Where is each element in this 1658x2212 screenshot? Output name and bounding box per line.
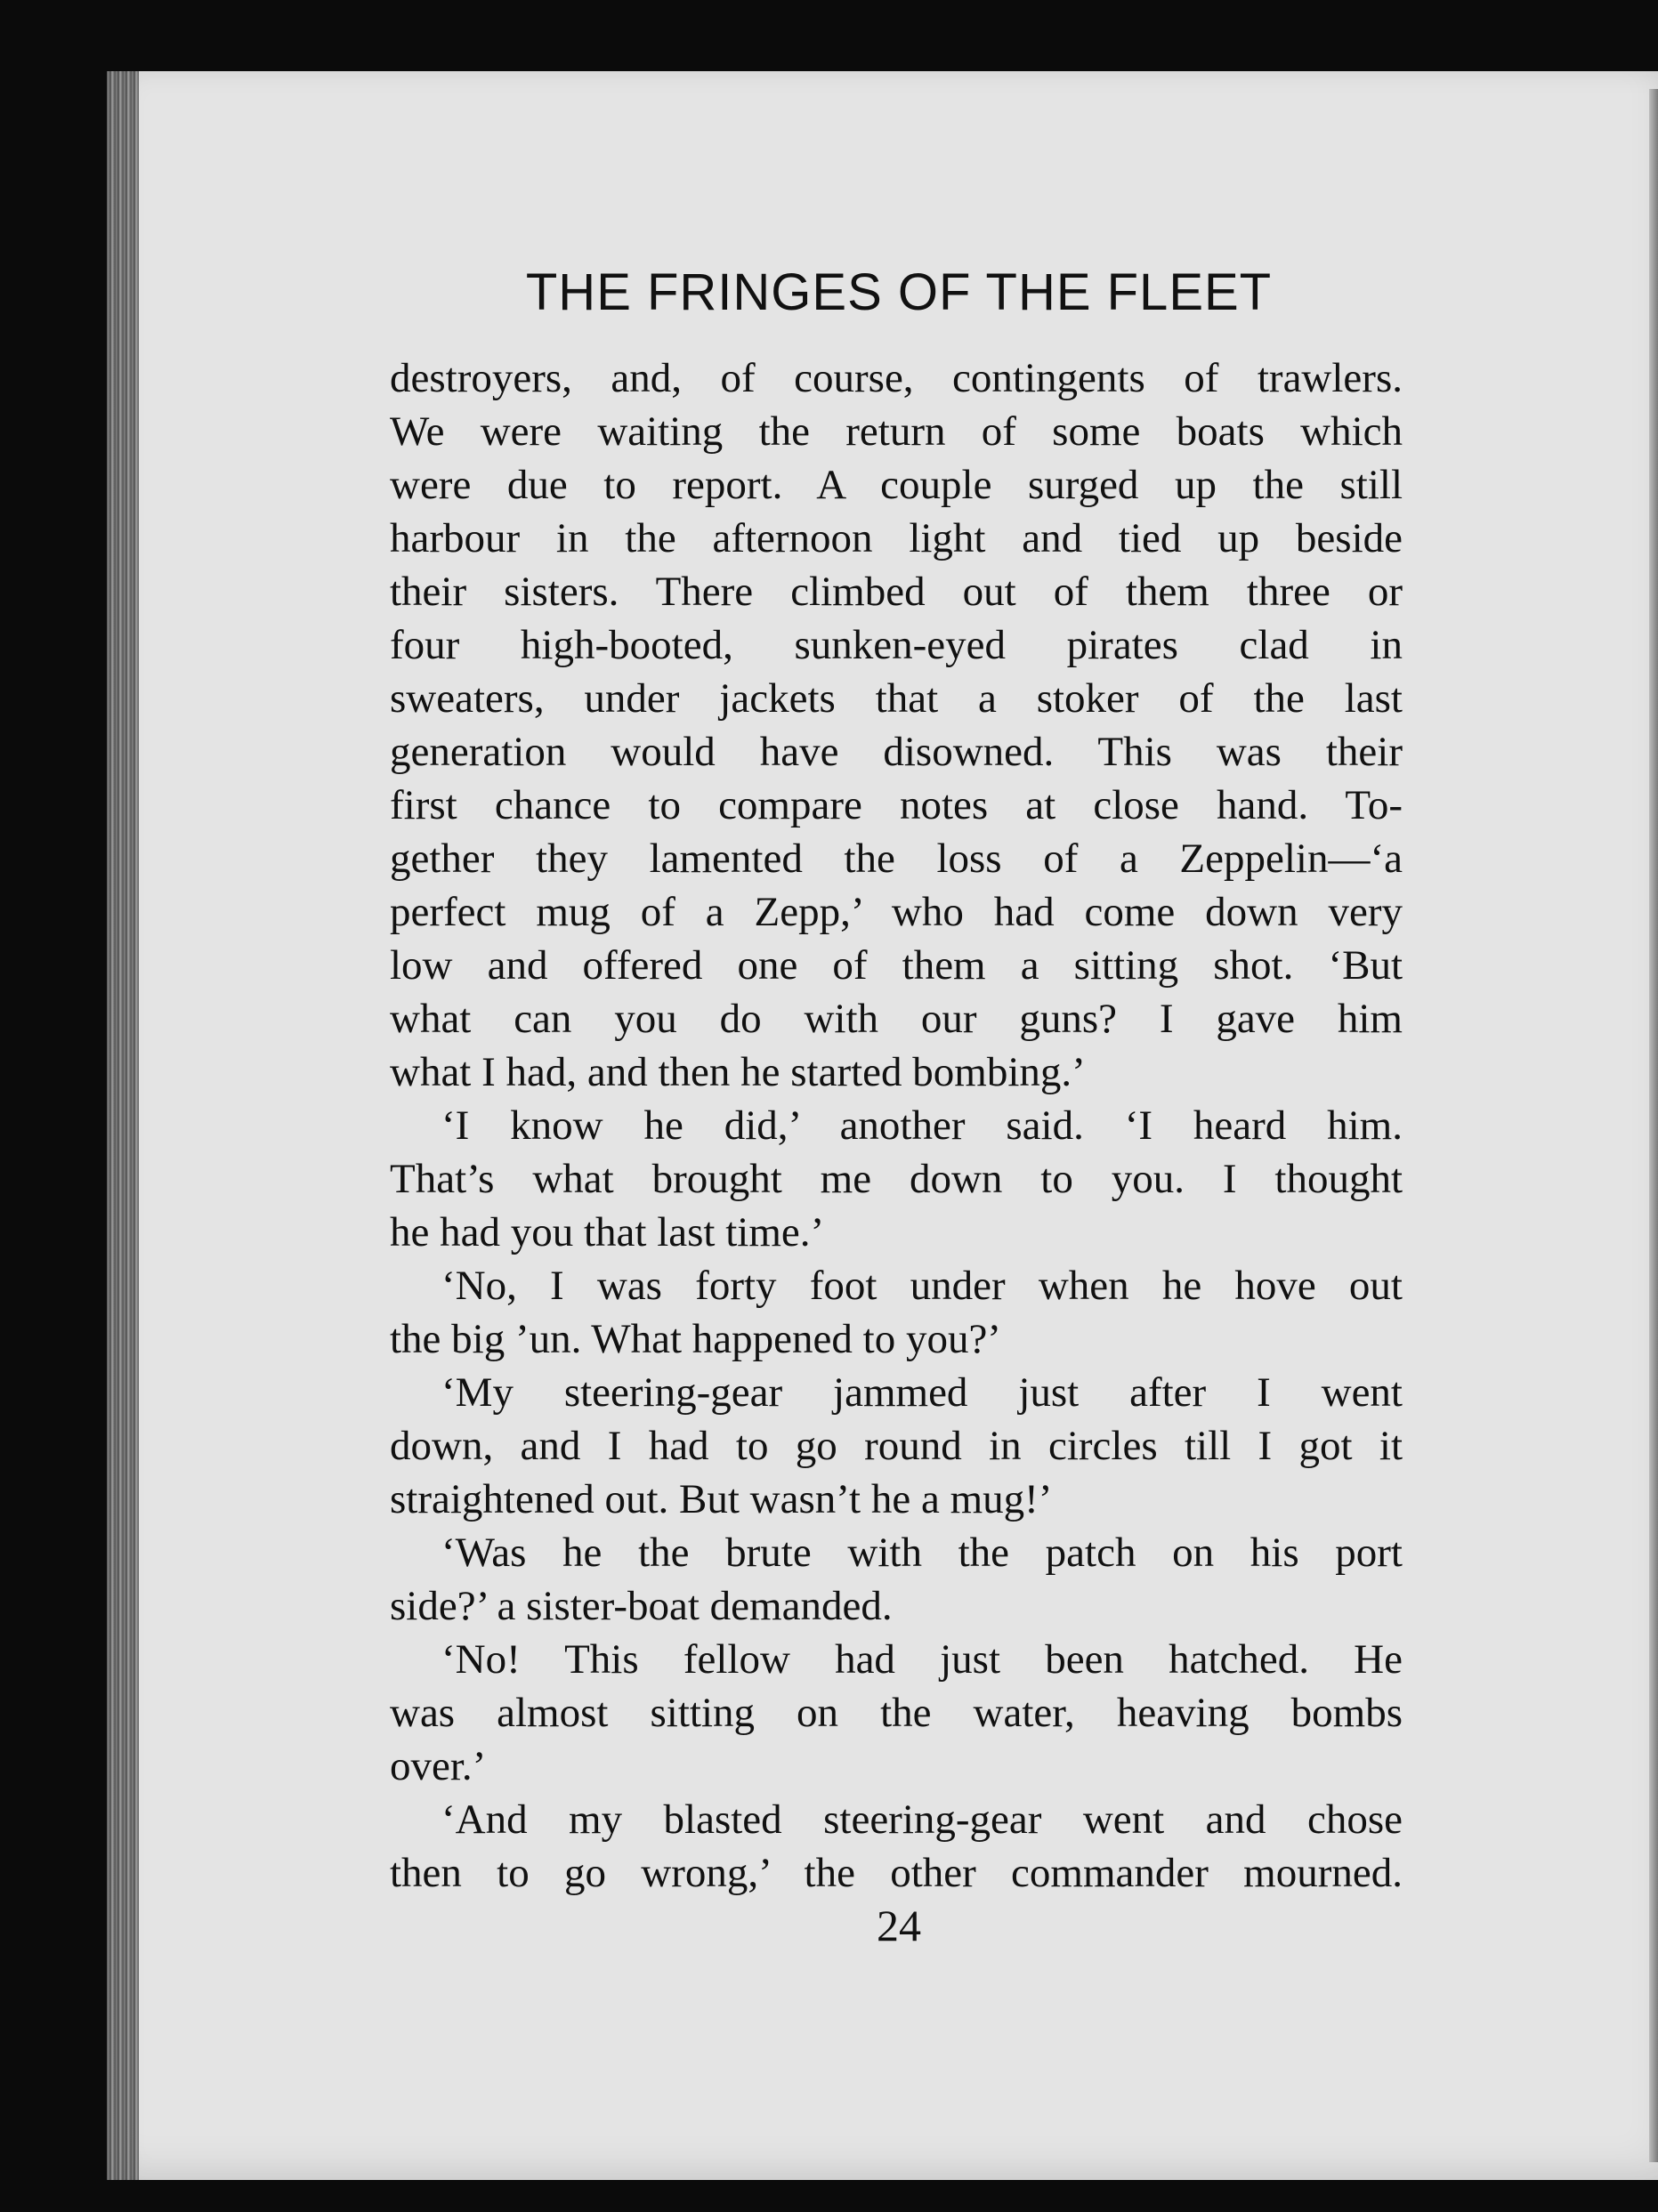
body-text: [390, 351, 1403, 1900]
page-number: 24: [877, 1901, 921, 1950]
running-head: THE FRINGES OF THE FLEET: [525, 263, 1273, 321]
page-gutter: [107, 71, 139, 2180]
text-line: ‘No! This fellow had just been hatched. He: [441, 1636, 1403, 1683]
text-line: the big ’un. What happened to you?’: [390, 1316, 1001, 1362]
text-line: We were waiting the return of some boats which: [390, 408, 1403, 455]
text-line: was almost sitting on the water, heaving bombs: [390, 1690, 1403, 1736]
text-line: low and offered one of them a sitting shot. ‘But: [390, 942, 1403, 989]
text-line: ‘My steering-gear jammed just after I went: [441, 1369, 1403, 1416]
text-line: then to go wrong,’ the other commander mourned.: [390, 1850, 1403, 1896]
text-line: ‘Was he the brute with the patch on his port: [441, 1530, 1403, 1576]
text-line: sweaters, under jackets that a stoker of the last: [390, 675, 1403, 722]
text-line: That’s what brought me down to you. I thought: [390, 1156, 1403, 1202]
text-line: were due to report. A couple surged up the still: [390, 462, 1403, 508]
text-line: ‘I know he did,’ another said. ‘I heard him.: [441, 1102, 1403, 1149]
text-line: side?’ a sister-boat demanded.: [390, 1583, 893, 1629]
text-line: perfect mug of a Zepp,’ who had come down very: [390, 889, 1403, 935]
text-line: first chance to compare notes at close hand. To-: [390, 782, 1403, 828]
text-line: four high-booted, sunken-eyed pirates clad in: [390, 622, 1403, 668]
text-line: their sisters. There climbed out of them three or: [390, 569, 1403, 615]
text-line: straightened out. But wasn’t he a mug!’: [390, 1476, 1053, 1522]
text-line: what can you do with our guns? I gave him: [390, 996, 1403, 1042]
text-line: harbour in the afternoon light and tied up beside: [390, 515, 1403, 561]
text-line: down, and I had to go round in circles till I got it: [390, 1423, 1403, 1469]
text-line: generation would have disowned. This was their: [390, 729, 1403, 775]
text-line: gether they lamented the loss of a Zeppelin—‘a: [390, 836, 1403, 882]
text-line: he had you that last time.’: [390, 1209, 825, 1255]
text-line: ‘And my blasted steering-gear went and chose: [441, 1796, 1403, 1843]
text-line: what I had, and then he started bombing.’: [390, 1049, 1086, 1095]
text-line: over.’: [390, 1743, 487, 1789]
page-edge: [1649, 89, 1658, 2162]
text-line: destroyers, and, of course, contingents of trawlers.: [390, 355, 1403, 401]
text-line: ‘No, I was forty foot under when he hove out: [441, 1263, 1403, 1309]
